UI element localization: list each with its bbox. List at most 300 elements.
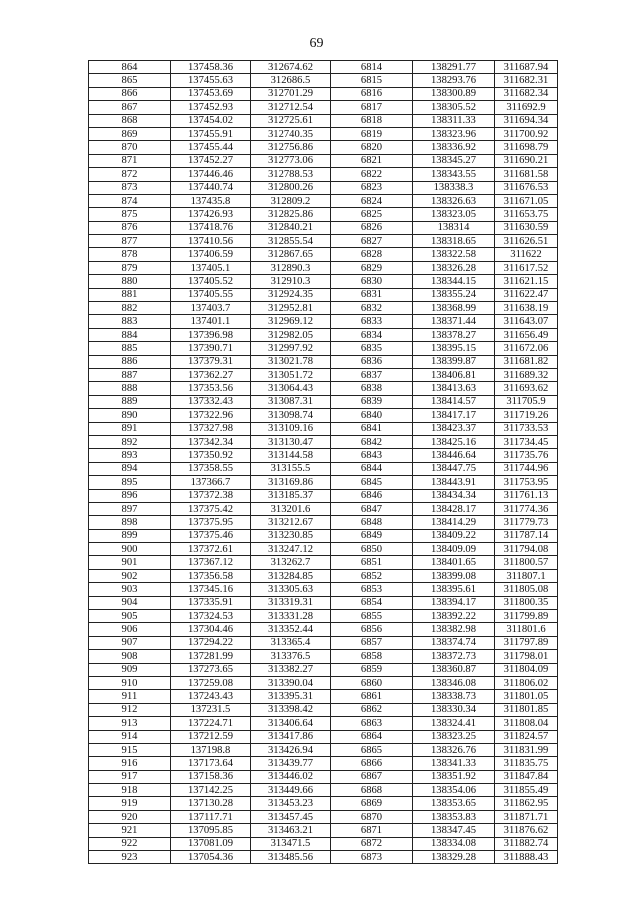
y-right-cell: 311831.99 — [495, 743, 558, 756]
y-left-cell: 312924.35 — [251, 288, 331, 301]
x-left-cell: 137358.55 — [171, 462, 251, 475]
y-left-cell: 312686.5 — [251, 74, 331, 87]
y-left-cell: 313284.85 — [251, 569, 331, 582]
y-left-cell: 313439.77 — [251, 757, 331, 770]
y-right-cell: 311753.95 — [495, 476, 558, 489]
y-left-cell: 312952.81 — [251, 302, 331, 315]
y-left-cell: 312740.35 — [251, 127, 331, 140]
x-right-cell: 138343.55 — [413, 168, 495, 181]
y-left-cell: 313331.28 — [251, 610, 331, 623]
point-number-right-cell: 6851 — [331, 556, 413, 569]
point-number-right-cell: 6829 — [331, 261, 413, 274]
x-left-cell: 137095.85 — [171, 824, 251, 837]
table-row — [89, 315, 558, 328]
y-right-cell: 311681.82 — [495, 355, 558, 368]
point-number-left-cell: 875 — [89, 208, 171, 221]
x-right-cell: 138360.87 — [413, 663, 495, 676]
x-right-cell: 138338.3 — [413, 181, 495, 194]
point-number-right-cell: 6822 — [331, 168, 413, 181]
y-right-cell: 311794.08 — [495, 543, 558, 556]
point-number-right-cell: 6825 — [331, 208, 413, 221]
point-number-left-cell: 899 — [89, 529, 171, 542]
coordinates-table — [88, 60, 558, 864]
y-right-cell: 311630.59 — [495, 221, 558, 234]
table-row — [89, 703, 558, 716]
x-left-cell: 137372.38 — [171, 489, 251, 502]
x-right-cell: 138326.28 — [413, 261, 495, 274]
x-left-cell: 137342.34 — [171, 435, 251, 448]
x-right-cell: 138324.41 — [413, 717, 495, 730]
y-right-cell: 311876.62 — [495, 824, 558, 837]
point-number-right-cell: 6830 — [331, 275, 413, 288]
x-left-cell: 137452.27 — [171, 154, 251, 167]
x-right-cell: 138347.45 — [413, 824, 495, 837]
point-number-left-cell: 879 — [89, 261, 171, 274]
x-left-cell: 137212.59 — [171, 730, 251, 743]
table-row — [89, 770, 558, 783]
point-number-left-cell: 873 — [89, 181, 171, 194]
point-number-left-cell: 912 — [89, 703, 171, 716]
point-number-left-cell: 869 — [89, 127, 171, 140]
x-right-cell: 138413.63 — [413, 382, 495, 395]
point-number-right-cell: 6842 — [331, 435, 413, 448]
table-row — [89, 114, 558, 127]
x-left-cell: 137454.02 — [171, 114, 251, 127]
x-right-cell: 138401.65 — [413, 556, 495, 569]
y-left-cell: 313382.27 — [251, 663, 331, 676]
table-row — [89, 636, 558, 649]
y-right-cell: 311800.35 — [495, 596, 558, 609]
table-row — [89, 181, 558, 194]
x-left-cell: 137403.7 — [171, 302, 251, 315]
x-right-cell: 138323.96 — [413, 127, 495, 140]
y-left-cell: 312867.65 — [251, 248, 331, 261]
point-number-right-cell: 6853 — [331, 583, 413, 596]
x-right-cell: 138414.29 — [413, 516, 495, 529]
table-row — [89, 208, 558, 221]
table-row — [89, 824, 558, 837]
table-row — [89, 355, 558, 368]
table-row — [89, 422, 558, 435]
y-right-cell: 311671.05 — [495, 194, 558, 207]
table-row — [89, 851, 558, 864]
x-left-cell: 137435.8 — [171, 194, 251, 207]
x-left-cell: 137455.91 — [171, 127, 251, 140]
table-row — [89, 382, 558, 395]
coordinates-table-body — [89, 61, 558, 864]
x-right-cell: 138351.92 — [413, 770, 495, 783]
x-right-cell: 138417.17 — [413, 409, 495, 422]
y-left-cell: 312800.26 — [251, 181, 331, 194]
y-left-cell: 313130.47 — [251, 435, 331, 448]
point-number-right-cell: 6861 — [331, 690, 413, 703]
y-right-cell: 311653.75 — [495, 208, 558, 221]
point-number-left-cell: 890 — [89, 409, 171, 422]
point-number-right-cell: 6872 — [331, 837, 413, 850]
point-number-right-cell: 6849 — [331, 529, 413, 542]
table-row — [89, 221, 558, 234]
x-right-cell: 138323.25 — [413, 730, 495, 743]
point-number-right-cell: 6843 — [331, 449, 413, 462]
table-row — [89, 690, 558, 703]
x-left-cell: 137130.28 — [171, 797, 251, 810]
x-left-cell: 137455.44 — [171, 141, 251, 154]
point-number-right-cell: 6833 — [331, 315, 413, 328]
y-left-cell: 313212.67 — [251, 516, 331, 529]
point-number-left-cell: 868 — [89, 114, 171, 127]
point-number-right-cell: 6856 — [331, 623, 413, 636]
y-left-cell: 313064.43 — [251, 382, 331, 395]
y-right-cell: 311882.74 — [495, 837, 558, 850]
x-left-cell: 137390.71 — [171, 342, 251, 355]
point-number-left-cell: 921 — [89, 824, 171, 837]
point-number-right-cell: 6868 — [331, 784, 413, 797]
table-row — [89, 489, 558, 502]
point-number-left-cell: 900 — [89, 543, 171, 556]
point-number-left-cell: 904 — [89, 596, 171, 609]
table-row — [89, 395, 558, 408]
point-number-left-cell: 909 — [89, 663, 171, 676]
y-right-cell: 311705.9 — [495, 395, 558, 408]
point-number-right-cell: 6836 — [331, 355, 413, 368]
point-number-left-cell: 882 — [89, 302, 171, 315]
x-left-cell: 137158.36 — [171, 770, 251, 783]
x-right-cell: 138434.34 — [413, 489, 495, 502]
y-right-cell: 311734.45 — [495, 435, 558, 448]
x-right-cell: 138345.27 — [413, 154, 495, 167]
y-left-cell: 312788.53 — [251, 168, 331, 181]
point-number-right-cell: 6821 — [331, 154, 413, 167]
point-number-left-cell: 891 — [89, 422, 171, 435]
point-number-right-cell: 6860 — [331, 676, 413, 689]
point-number-right-cell: 6826 — [331, 221, 413, 234]
x-left-cell: 137405.55 — [171, 288, 251, 301]
table-row — [89, 288, 558, 301]
y-left-cell: 312982.05 — [251, 328, 331, 341]
x-right-cell: 138326.76 — [413, 743, 495, 756]
point-number-right-cell: 6837 — [331, 368, 413, 381]
point-number-right-cell: 6847 — [331, 502, 413, 515]
point-number-right-cell: 6873 — [331, 851, 413, 864]
point-number-left-cell: 896 — [89, 489, 171, 502]
point-number-left-cell: 914 — [89, 730, 171, 743]
y-left-cell: 313169.86 — [251, 476, 331, 489]
x-left-cell: 137224.71 — [171, 717, 251, 730]
x-left-cell: 137322.96 — [171, 409, 251, 422]
y-right-cell: 311797.89 — [495, 636, 558, 649]
table-row — [89, 194, 558, 207]
x-left-cell: 137198.8 — [171, 743, 251, 756]
point-number-left-cell: 871 — [89, 154, 171, 167]
point-number-right-cell: 6846 — [331, 489, 413, 502]
point-number-left-cell: 923 — [89, 851, 171, 864]
point-number-right-cell: 6863 — [331, 717, 413, 730]
y-left-cell: 313471.5 — [251, 837, 331, 850]
point-number-left-cell: 897 — [89, 502, 171, 515]
point-number-right-cell: 6867 — [331, 770, 413, 783]
table-row — [89, 717, 558, 730]
y-right-cell: 311735.76 — [495, 449, 558, 462]
y-left-cell: 312825.86 — [251, 208, 331, 221]
x-right-cell: 138368.99 — [413, 302, 495, 315]
point-number-right-cell: 6844 — [331, 462, 413, 475]
point-number-right-cell: 6866 — [331, 757, 413, 770]
point-number-right-cell: 6839 — [331, 395, 413, 408]
x-right-cell: 138300.89 — [413, 87, 495, 100]
x-right-cell: 138447.75 — [413, 462, 495, 475]
page-number: 69 — [309, 36, 324, 51]
x-left-cell: 137375.95 — [171, 516, 251, 529]
table-row — [89, 435, 558, 448]
x-right-cell: 138334.08 — [413, 837, 495, 850]
point-number-right-cell: 6869 — [331, 797, 413, 810]
y-right-cell: 311622 — [495, 248, 558, 261]
y-right-cell: 311676.53 — [495, 181, 558, 194]
point-number-right-cell: 6862 — [331, 703, 413, 716]
x-left-cell: 137304.46 — [171, 623, 251, 636]
x-left-cell: 137332.43 — [171, 395, 251, 408]
x-left-cell: 137142.25 — [171, 784, 251, 797]
point-number-left-cell: 920 — [89, 810, 171, 823]
table-row — [89, 757, 558, 770]
x-right-cell: 138353.65 — [413, 797, 495, 810]
y-left-cell: 313109.16 — [251, 422, 331, 435]
x-right-cell: 138338.73 — [413, 690, 495, 703]
y-left-cell: 313376.5 — [251, 650, 331, 663]
y-left-cell: 313390.04 — [251, 676, 331, 689]
point-number-left-cell: 894 — [89, 462, 171, 475]
x-right-cell: 138443.91 — [413, 476, 495, 489]
point-number-right-cell: 6814 — [331, 61, 413, 74]
x-right-cell: 138399.08 — [413, 569, 495, 582]
y-right-cell: 311862.95 — [495, 797, 558, 810]
x-right-cell: 138406.81 — [413, 368, 495, 381]
point-number-right-cell: 6823 — [331, 181, 413, 194]
table-row — [89, 476, 558, 489]
point-number-left-cell: 876 — [89, 221, 171, 234]
y-right-cell: 311687.94 — [495, 61, 558, 74]
y-left-cell: 313247.12 — [251, 543, 331, 556]
y-right-cell: 311801.05 — [495, 690, 558, 703]
table-row — [89, 543, 558, 556]
x-left-cell: 137453.69 — [171, 87, 251, 100]
y-right-cell: 311638.19 — [495, 302, 558, 315]
point-number-right-cell: 6854 — [331, 596, 413, 609]
table-row — [89, 275, 558, 288]
x-right-cell: 138423.37 — [413, 422, 495, 435]
y-left-cell: 313406.64 — [251, 717, 331, 730]
x-right-cell: 138330.34 — [413, 703, 495, 716]
y-right-cell: 311744.96 — [495, 462, 558, 475]
table-row — [89, 342, 558, 355]
x-left-cell: 137117.71 — [171, 810, 251, 823]
y-left-cell: 312910.3 — [251, 275, 331, 288]
y-right-cell: 311835.75 — [495, 757, 558, 770]
point-number-right-cell: 6838 — [331, 382, 413, 395]
y-left-cell: 312674.62 — [251, 61, 331, 74]
point-number-left-cell: 906 — [89, 623, 171, 636]
x-left-cell: 137379.31 — [171, 355, 251, 368]
y-left-cell: 313485.56 — [251, 851, 331, 864]
x-right-cell: 138323.05 — [413, 208, 495, 221]
y-right-cell: 311888.43 — [495, 851, 558, 864]
x-left-cell: 137406.59 — [171, 248, 251, 261]
y-left-cell: 312809.2 — [251, 194, 331, 207]
x-right-cell: 138318.65 — [413, 235, 495, 248]
point-number-right-cell: 6859 — [331, 663, 413, 676]
table-row — [89, 328, 558, 341]
table-row — [89, 810, 558, 823]
x-left-cell: 137243.43 — [171, 690, 251, 703]
y-right-cell: 311656.49 — [495, 328, 558, 341]
y-left-cell: 313051.72 — [251, 368, 331, 381]
x-right-cell: 138344.15 — [413, 275, 495, 288]
y-left-cell: 313021.78 — [251, 355, 331, 368]
x-right-cell: 138341.33 — [413, 757, 495, 770]
y-left-cell: 313426.94 — [251, 743, 331, 756]
y-right-cell: 311682.31 — [495, 74, 558, 87]
y-left-cell: 312756.86 — [251, 141, 331, 154]
x-left-cell: 137273.65 — [171, 663, 251, 676]
y-left-cell: 312701.29 — [251, 87, 331, 100]
x-left-cell: 137410.56 — [171, 235, 251, 248]
y-left-cell: 313352.44 — [251, 623, 331, 636]
y-right-cell: 311871.71 — [495, 810, 558, 823]
x-right-cell: 138374.74 — [413, 636, 495, 649]
x-right-cell: 138354.06 — [413, 784, 495, 797]
y-left-cell: 313446.02 — [251, 770, 331, 783]
x-right-cell: 138371.44 — [413, 315, 495, 328]
y-left-cell: 313262.7 — [251, 556, 331, 569]
y-left-cell: 313201.6 — [251, 502, 331, 515]
x-right-cell: 138428.17 — [413, 502, 495, 515]
y-left-cell: 312840.21 — [251, 221, 331, 234]
y-left-cell: 312855.54 — [251, 235, 331, 248]
x-right-cell: 138446.64 — [413, 449, 495, 462]
x-left-cell: 137366.7 — [171, 476, 251, 489]
point-number-right-cell: 6841 — [331, 422, 413, 435]
y-right-cell: 311855.49 — [495, 784, 558, 797]
x-left-cell: 137281.99 — [171, 650, 251, 663]
y-left-cell: 312773.06 — [251, 154, 331, 167]
y-right-cell: 311807.1 — [495, 569, 558, 582]
x-right-cell: 138305.52 — [413, 101, 495, 114]
x-left-cell: 137335.91 — [171, 596, 251, 609]
table-row — [89, 569, 558, 582]
y-right-cell: 311700.92 — [495, 127, 558, 140]
x-left-cell: 137372.61 — [171, 543, 251, 556]
x-right-cell: 138353.83 — [413, 810, 495, 823]
point-number-right-cell: 6864 — [331, 730, 413, 743]
table-row — [89, 87, 558, 100]
table-row — [89, 743, 558, 756]
point-number-left-cell: 867 — [89, 101, 171, 114]
y-right-cell: 311808.04 — [495, 717, 558, 730]
x-left-cell: 137350.92 — [171, 449, 251, 462]
x-right-cell: 138322.58 — [413, 248, 495, 261]
table-row — [89, 368, 558, 381]
y-right-cell: 311804.09 — [495, 663, 558, 676]
table-row — [89, 610, 558, 623]
point-number-right-cell: 6815 — [331, 74, 413, 87]
point-number-right-cell: 6832 — [331, 302, 413, 315]
y-right-cell: 311779.73 — [495, 516, 558, 529]
point-number-right-cell: 6850 — [331, 543, 413, 556]
point-number-left-cell: 866 — [89, 87, 171, 100]
table-row — [89, 248, 558, 261]
table-row — [89, 449, 558, 462]
x-left-cell: 137294.22 — [171, 636, 251, 649]
y-right-cell: 311733.53 — [495, 422, 558, 435]
point-number-right-cell: 6852 — [331, 569, 413, 582]
x-right-cell: 138372.73 — [413, 650, 495, 663]
x-right-cell: 138355.24 — [413, 288, 495, 301]
x-left-cell: 137081.09 — [171, 837, 251, 850]
point-number-left-cell: 883 — [89, 315, 171, 328]
table-row — [89, 235, 558, 248]
table-row — [89, 663, 558, 676]
point-number-right-cell: 6816 — [331, 87, 413, 100]
y-right-cell: 311787.14 — [495, 529, 558, 542]
x-right-cell: 138311.33 — [413, 114, 495, 127]
point-number-left-cell: 865 — [89, 74, 171, 87]
point-number-left-cell: 892 — [89, 435, 171, 448]
point-number-right-cell: 6824 — [331, 194, 413, 207]
y-right-cell: 311681.58 — [495, 168, 558, 181]
point-number-left-cell: 872 — [89, 168, 171, 181]
y-right-cell: 311847.84 — [495, 770, 558, 783]
table-row — [89, 74, 558, 87]
point-number-left-cell: 905 — [89, 610, 171, 623]
point-number-left-cell: 907 — [89, 636, 171, 649]
point-number-left-cell: 902 — [89, 569, 171, 582]
x-left-cell: 137375.42 — [171, 502, 251, 515]
x-right-cell: 138414.57 — [413, 395, 495, 408]
x-left-cell: 137452.93 — [171, 101, 251, 114]
point-number-left-cell: 919 — [89, 797, 171, 810]
x-left-cell: 137405.52 — [171, 275, 251, 288]
point-number-left-cell: 878 — [89, 248, 171, 261]
point-number-right-cell: 6845 — [331, 476, 413, 489]
y-left-cell: 313457.45 — [251, 810, 331, 823]
table-row — [89, 797, 558, 810]
x-right-cell: 138291.77 — [413, 61, 495, 74]
x-right-cell: 138425.16 — [413, 435, 495, 448]
table-row — [89, 516, 558, 529]
x-left-cell: 137455.63 — [171, 74, 251, 87]
y-right-cell: 311621.15 — [495, 275, 558, 288]
x-left-cell: 137353.56 — [171, 382, 251, 395]
y-left-cell: 313365.4 — [251, 636, 331, 649]
x-right-cell: 138336.92 — [413, 141, 495, 154]
table-row — [89, 502, 558, 515]
y-left-cell: 313144.58 — [251, 449, 331, 462]
y-left-cell: 313398.42 — [251, 703, 331, 716]
point-number-left-cell: 870 — [89, 141, 171, 154]
point-number-left-cell: 874 — [89, 194, 171, 207]
x-left-cell: 137345.16 — [171, 583, 251, 596]
x-right-cell: 138399.87 — [413, 355, 495, 368]
point-number-right-cell: 6819 — [331, 127, 413, 140]
x-left-cell: 137356.58 — [171, 569, 251, 582]
point-number-left-cell: 916 — [89, 757, 171, 770]
y-left-cell: 312725.61 — [251, 114, 331, 127]
point-number-left-cell: 895 — [89, 476, 171, 489]
point-number-right-cell: 6870 — [331, 810, 413, 823]
x-left-cell: 137426.93 — [171, 208, 251, 221]
table-row — [89, 623, 558, 636]
point-number-left-cell: 888 — [89, 382, 171, 395]
